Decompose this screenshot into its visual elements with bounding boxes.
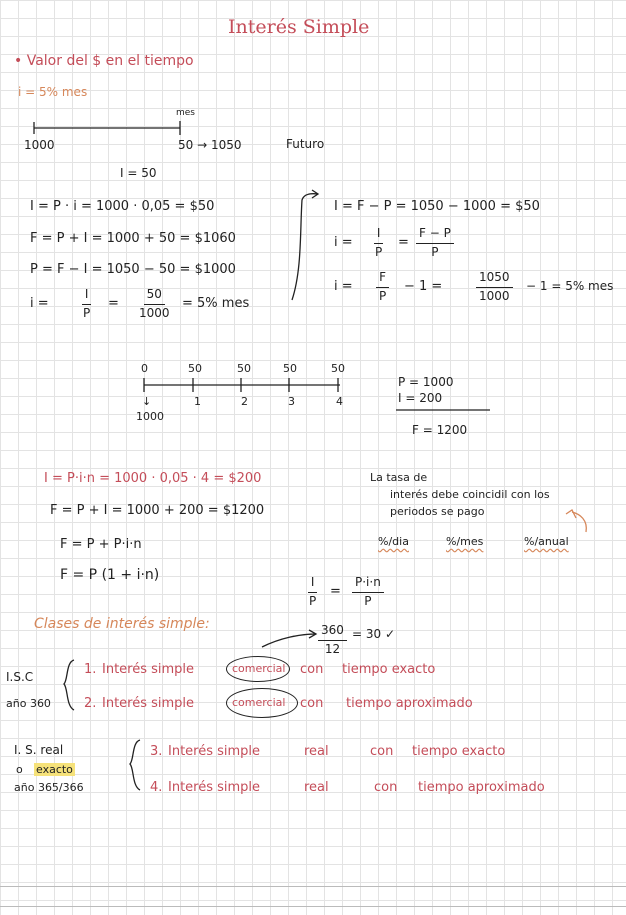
isr-o: o [16,763,23,776]
interest-value: I = 50 [120,166,157,180]
item-connector: con [374,780,398,795]
fraction-denominator: P [83,305,91,320]
formula-future: F = P + I = 1000 + 200 = $1200 [50,503,265,518]
timeline2-bottom-label: 1 [194,395,201,408]
isc-year: año 360 [6,697,51,710]
item-kind: comercial [232,696,286,709]
item-type: Interés simple [102,662,195,677]
note-unit-month-text: %/mes [446,535,484,548]
note-unit-year-text: %/anual [524,535,569,548]
item-type: Interés simple [168,744,261,759]
right-rate2-mid: − 1 = [404,279,443,294]
timeline2-bottom-label: 4 [336,395,343,408]
isr-exacto-text: exacto [36,763,73,776]
item-kind: real [304,744,329,759]
timeline2-start-value: 1000 [136,410,164,423]
isr-year: año 365/366 [14,781,84,794]
formula-future-factored: F = P (1 + i·n) [60,567,160,583]
fraction-denominator: P [375,244,383,259]
item-connector: con [300,696,324,711]
fraction-numerator: F [376,271,389,288]
isr-label: I. S. real [14,743,64,757]
item-type: Interés simple [102,696,195,711]
fraction-denominator: P [309,593,317,608]
timeline2-top-label: 50 [283,362,297,375]
isc-label: I.S.C [6,670,34,684]
timeline2-arrow: ↓ [142,395,152,408]
timeline2-top-label: 0 [141,362,148,375]
timeline-left-value: 1000 [24,138,55,152]
item-kind: real [304,780,329,795]
fraction-denominator: 1000 [479,288,510,303]
days-arrow [262,634,316,647]
right-rate2-lhs: i = [334,279,353,294]
fraction-numerator: 360 [318,624,347,641]
fraction-numerator: 1050 [476,271,513,288]
timeline-right-value: 50 → 1050 [178,138,242,152]
fraction-numerator: 50 [144,288,165,305]
rate-equation-result: = 5% mes [182,296,250,311]
curved-arrow [292,194,318,300]
right-rate2-result: − 1 = 5% mes [526,279,614,293]
rate-label: i = 5% mes [18,85,88,99]
fraction-denominator: 1000 [139,305,170,320]
rate-equation-lhs: i = [30,296,49,311]
fraction-denominator: 12 [324,641,341,656]
page-title: Interés Simple [228,16,370,38]
item-number: 3. [150,744,163,759]
timeline2-bottom-label: 3 [288,395,295,408]
sum-future: F = 1200 [412,423,468,437]
right-equation-interest: I = F − P = 1050 − 1000 = $50 [334,199,540,214]
item-number: 2. [84,696,97,711]
formula-future-expanded: F = P + P·i·n [60,537,142,552]
fraction-numerator: I [308,576,318,593]
right-rate-equals: = [398,235,409,250]
item-number: 1. [84,662,97,677]
fraction-numerator: I [374,227,384,244]
brace-isc [64,660,74,710]
item-time: tiempo exacto [342,662,436,677]
fraction-numerator: I [82,288,92,305]
timeline2-top-label: 50 [237,362,251,375]
note-line-3: periodos se pago [390,505,485,518]
equation-future: F = P + I = 1000 + 50 = $1060 [30,231,236,246]
note-arrow-head [566,510,576,518]
right-rate-lhs: i = [334,235,353,250]
fraction-denominator: P [379,288,387,303]
days-result: = 30 ✓ [352,627,396,641]
item-time: tiempo aproximado [418,780,545,795]
sum-principal: P = 1000 [398,375,454,389]
timeline-top-label: mes [176,108,195,118]
fraction-denominator: P [364,593,372,608]
item-time: tiempo aproximado [346,696,473,711]
equation-interest: I = P · i = 1000 · 0,05 = $50 [30,199,215,214]
sum-interest: I = 200 [398,391,443,405]
item-number: 4. [150,780,163,795]
timeline2-bottom-label: 2 [241,395,248,408]
item-connector: con [300,662,324,677]
fraction-denominator: P [431,244,439,259]
timeline2-top-label: 50 [188,362,202,375]
rate-equation-equals: = [108,296,119,311]
item-type: Interés simple [168,780,261,795]
note-unit-day-text: %/dia [378,535,409,548]
formula-interest-text: I = P·i·n = 1000 · 0,05 · 4 = $200 [44,471,262,486]
ratio-equals: = [330,584,341,599]
item-time: tiempo exacto [412,744,506,759]
bullet-heading: • Valor del $ en el tiempo [14,53,194,69]
equation-principal: P = F − I = 1050 − 50 = $1000 [30,262,236,277]
timeline2-top-label: 50 [331,362,345,375]
brace-isr [130,740,140,790]
future-label: Futuro [286,137,325,151]
note-line-2: interés debe coincidil con los [390,488,550,501]
fraction-numerator: F − P [416,227,454,244]
note-line-1: La tasa de [370,471,428,484]
item-connector: con [370,744,394,759]
clases-heading: Clases de interés simple: [34,616,210,632]
fraction-numerator: P·i·n [352,576,384,593]
item-kind: comercial [232,662,286,675]
